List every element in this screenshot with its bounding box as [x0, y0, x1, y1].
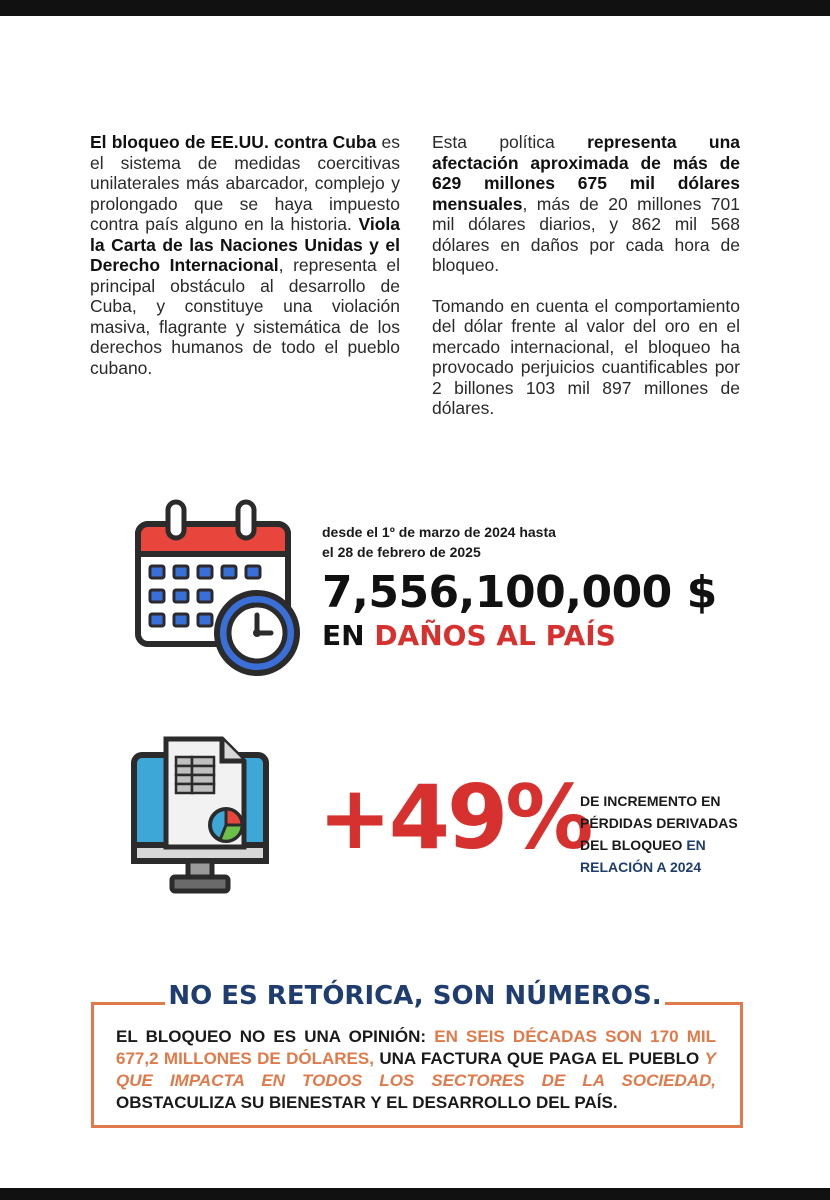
bold-emphasis: representa una afectación aproximada de más de 629 millones 675 mil dólares mensuales — [432, 132, 740, 214]
increase-line-3 — [580, 834, 738, 856]
left-paragraph — [90, 132, 400, 378]
top-border — [0, 0, 830, 16]
damages-label — [322, 620, 717, 652]
damages-stat — [322, 522, 717, 652]
bold-emphasis: Viola la Carta de las Naciones Unidas y el Derecho Internacional — [90, 214, 400, 275]
calendar-clock-icon — [132, 498, 302, 678]
period-line-2: el 28 de febrero de 2025 — [322, 544, 481, 560]
increase-line-2: PÉRDIDAS DERIVADAS — [580, 815, 738, 831]
increase-percent: +49% — [318, 766, 591, 869]
bottom-border — [0, 1188, 830, 1200]
damages-label-prefix: EN — [322, 619, 375, 652]
increase-line-3-text: DEL BLOQUEO — [580, 837, 687, 853]
callout-text-part: EL BLOQUEO NO ES UNA OPINIÓN: — [116, 1027, 435, 1046]
paragraph-text: es el sistema de medidas coercitivas unilaterales más abarcador, complejo y prolongado que se haya impuesto contra país alguno en la historia. — [90, 132, 400, 234]
damages-label-highlight: DAÑOS AL PAÍS — [374, 619, 616, 652]
callout-highlight: EN SEIS DÉCADAS SON 170 MIL 677,2 MILLONES DE DÓLARES, — [116, 1027, 716, 1068]
bold-lead: El bloqueo de EE.UU. contra Cuba — [90, 132, 377, 152]
increase-line-1: DE INCREMENTO EN — [580, 793, 721, 809]
callout-text — [116, 1026, 716, 1114]
period-line-1: desde el 1º de marzo de 2024 hasta — [322, 524, 556, 540]
left-column — [90, 132, 400, 378]
increase-line-4: RELACIÓN A 2024 — [580, 859, 702, 875]
callout-text-part: OBSTACULIZA SU BIENESTAR Y EL DESARROLLO DEL PAÍS. — [116, 1093, 618, 1112]
callout-highlight-italic: Y QUE IMPACTA EN TODOS LOS SECTORES DE LA SOCIEDAD, — [116, 1049, 716, 1090]
paragraph-text: Esta política — [432, 132, 588, 152]
increase-description — [580, 790, 738, 878]
right-paragraph-2: Tomando en cuenta el comportamiento del dólar frente al valor del oro en el mercado internacional, el bloqueo ha provocado perjuicios cuantificables por 2 billones 103 mil 897 millones de dólares. — [432, 295, 740, 418]
right-column — [432, 132, 740, 419]
paragraph-text: , representa el principal obstáculo al desarrollo de Cuba, y constituye una violación masiva, flagrante y sistemática de los derechos humanos de todo el pueblo cubano. — [90, 255, 400, 378]
callout-title: NO ES RETÓRICA, SON NÚMEROS. — [165, 978, 665, 1014]
callout-text-part: UNA FACTURA QUE PAGA EL PUEBLO — [373, 1049, 705, 1068]
right-paragraph-1 — [432, 132, 740, 276]
monitor-spreadsheet-icon — [130, 735, 270, 900]
damages-amount: 7,556,100,000 $ — [322, 567, 717, 618]
increase-line-3-highlight: EN — [686, 837, 706, 853]
paragraph-text: , más de 20 millones 701 mil dólares diarios, y 862 mil 568 dólares en daños por cada hora de bloqueo. — [432, 193, 740, 275]
